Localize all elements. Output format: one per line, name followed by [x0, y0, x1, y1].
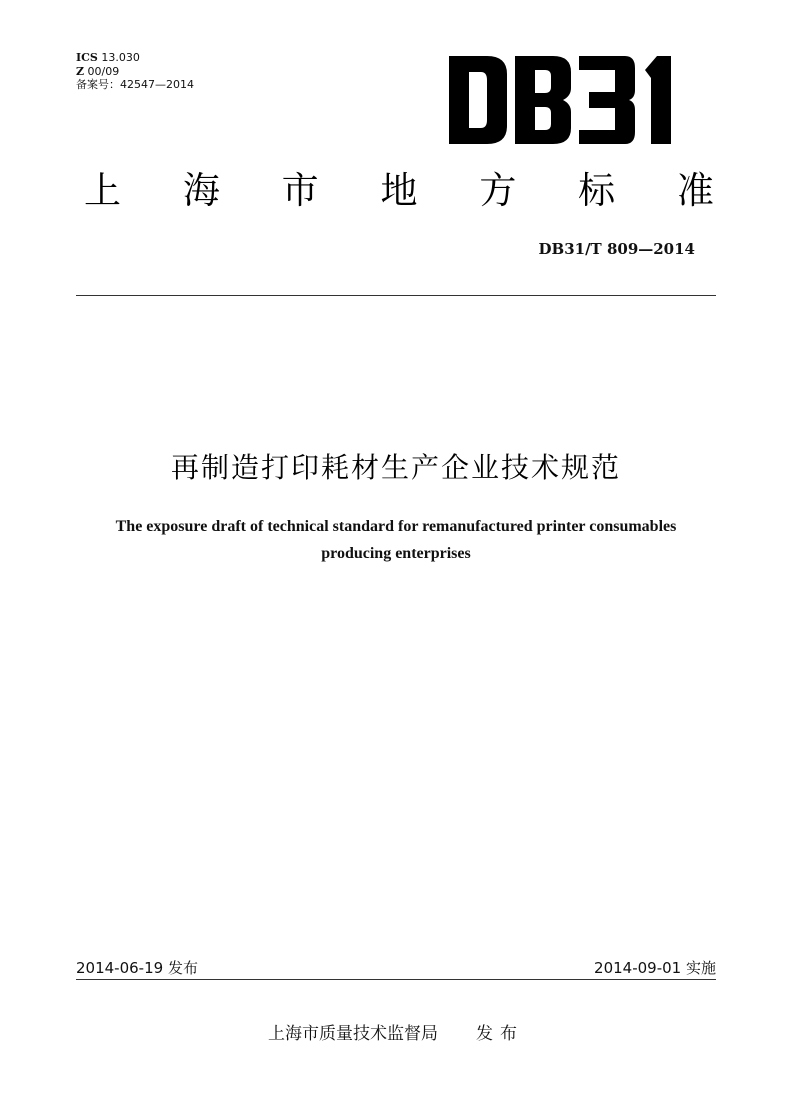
- header-divider: [76, 295, 716, 296]
- ics-label: ICS: [76, 51, 98, 64]
- issuer-action: 发布: [476, 1024, 524, 1044]
- classification-code: [76, 65, 194, 79]
- implement-date: 2014-09-01 实施: [594, 959, 716, 977]
- title-char: 海: [182, 169, 220, 212]
- document-metadata: [76, 51, 194, 92]
- record-value: 42547—2014: [120, 78, 194, 91]
- record-label: 备案号：: [76, 78, 120, 91]
- title-char: 准: [676, 169, 714, 212]
- title-char: 上: [84, 169, 121, 212]
- title-char: 标: [578, 169, 616, 212]
- document-title-en: The exposure draft of technical standard for remanufactured printer consumables producing enterprises: [115, 518, 677, 562]
- title-char: 地: [380, 169, 418, 212]
- standard-category-title: [84, 163, 714, 211]
- classification-label: Z: [76, 64, 85, 78]
- document-title-cn: 再制造打印耗材生产企业技术规范: [170, 451, 621, 484]
- issuer-name: 上海市质量技术监督局: [268, 1024, 438, 1044]
- ics-code: [76, 51, 194, 65]
- record-number: [76, 78, 194, 92]
- db31-logo: [449, 56, 675, 144]
- footer-divider: [76, 979, 716, 980]
- ics-value: 13.030: [101, 51, 140, 64]
- title-char: 方: [479, 169, 517, 212]
- publish-date: 2014-06-19 发布: [76, 959, 198, 977]
- issuing-authority: [0, 1019, 792, 1044]
- classification-value: 00/09: [87, 64, 120, 78]
- document-number: DB31/T 809—2014: [538, 240, 695, 258]
- title-char: 市: [281, 169, 319, 212]
